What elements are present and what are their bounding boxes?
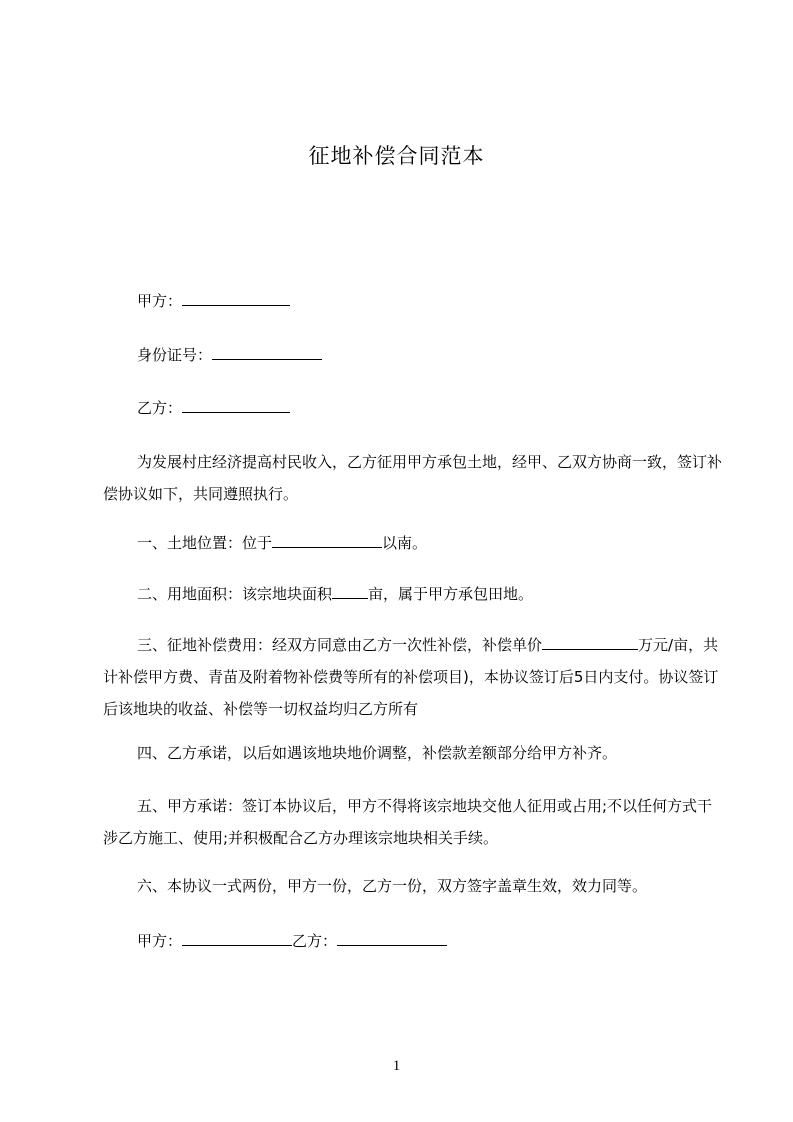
clause-1-after: 以南。 <box>382 534 428 552</box>
intro-paragraph <box>103 446 723 510</box>
clause-2-after: 亩，属于甲方承包田地。 <box>368 585 534 603</box>
party-b-blank[interactable] <box>182 398 290 413</box>
land-area-blank[interactable] <box>332 584 368 599</box>
party-b-label: 乙方： <box>137 399 183 417</box>
sign-party-b-blank[interactable] <box>337 931 447 946</box>
clause-1 <box>137 533 427 553</box>
party-a-label: 甲方： <box>137 292 183 310</box>
clause-4-text: 四、乙方承诺，以后如遇该地块地价调整，补偿款差额部分给甲方补齐。 <box>137 744 618 762</box>
sign-party-b-label: 乙方： <box>292 932 338 950</box>
clause-2-before: 二、用地面积：该宗地块面积 <box>137 585 333 603</box>
clause-5 <box>103 790 723 854</box>
id-number-line <box>137 345 322 365</box>
party-a-blank[interactable] <box>182 291 290 306</box>
clause-1-before: 一、土地位置：位于 <box>137 534 273 552</box>
document-title: 征地补偿合同范本 <box>308 144 485 168</box>
id-number-label: 身份证号： <box>137 346 213 364</box>
party-a-line <box>137 291 290 311</box>
clause-4 <box>137 743 617 763</box>
sign-party-a-label: 甲方： <box>137 932 183 950</box>
land-location-blank[interactable] <box>272 533 382 548</box>
unit-price-blank[interactable] <box>542 635 638 650</box>
clause-3-after: 万元/亩，共计补偿甲方费、青苗及附着物补偿费等所有的补偿项目)，本协议签订后5日内支付。协议签订后该地块的收益、补偿等一切权益均归乙方所有 <box>103 636 719 718</box>
page-number: 1 <box>392 1058 401 1074</box>
intro-text: 为发展村庄经济提高村民收入，乙方征用甲方承包土地，经甲、乙双方协商一致，签订补偿协议如下，共同遵照执行。 <box>103 453 723 503</box>
clause-3-before: 三、征地补偿费用：经双方同意由乙方一次性补偿，补偿单价 <box>137 636 543 654</box>
id-number-blank[interactable] <box>212 345 322 360</box>
clause-6 <box>137 876 647 896</box>
party-b-line <box>137 398 290 418</box>
clause-5-text: 五、甲方承诺：签订本协议后，甲方不得将该宗地块交他人征用或占用;不以任何方式干涉乙方施工、使用;并积极配合乙方办理该宗地块相关手续。 <box>103 797 713 847</box>
clause-3 <box>103 629 723 725</box>
signature-line <box>137 931 447 951</box>
sign-party-a-blank[interactable] <box>182 931 292 946</box>
clause-6-text: 六、本协议一式两份，甲方一份，乙方一份，双方签字盖章生效，效力同等。 <box>137 877 648 895</box>
clause-2 <box>137 584 533 604</box>
